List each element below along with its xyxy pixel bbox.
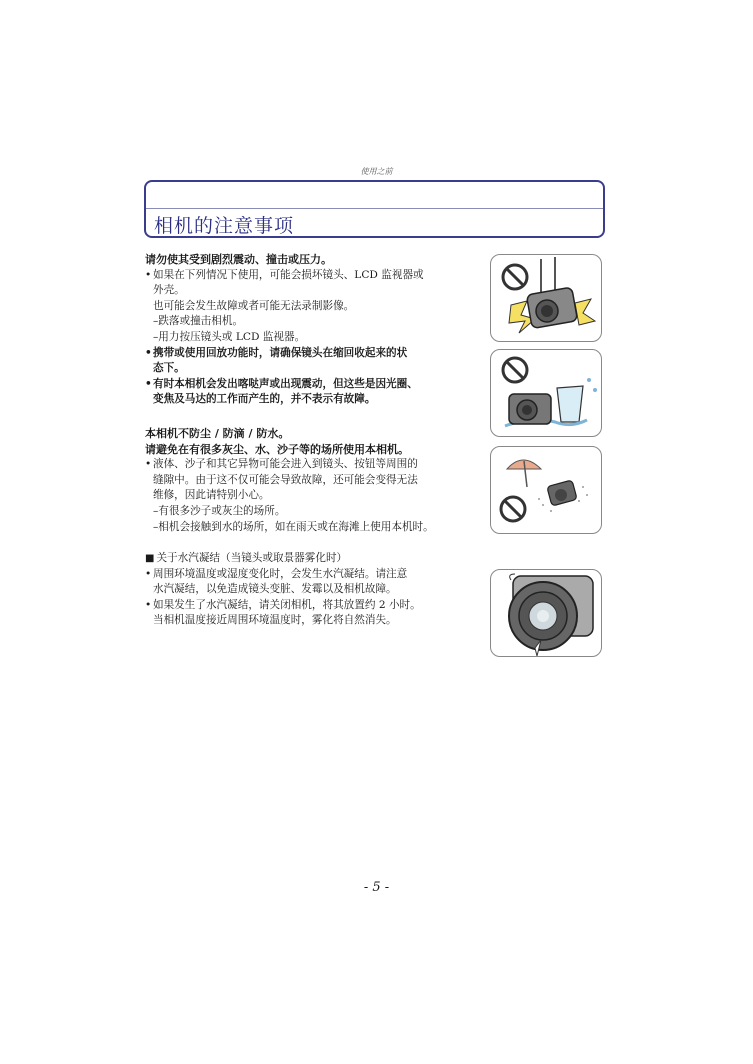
bullet-item	[145, 457, 483, 504]
bullet-line: 维修，因此请特别小心。	[153, 489, 270, 502]
bullet-line: 缝隙中。由于这不仅可能会导致故障，还可能会变得无法	[153, 473, 418, 486]
dash-item: –跌落或撞击相机。	[153, 315, 244, 328]
bullet-line: 有时本相机会发出喀哒声或出现震动，但这些是因光圈、	[153, 377, 418, 390]
spacer	[145, 535, 483, 551]
bullet-line: 变焦及马达的工作而产生的，并不表示有故障。	[153, 393, 376, 406]
bullet-line: 如果在下列情况下使用，可能会损坏镜头、LCD 监视器或	[153, 268, 424, 281]
dash-item: –相机会接触到水的场所，如在雨天或在海滩上使用本机时。	[153, 520, 434, 533]
fogged-lens-drawing	[491, 570, 602, 657]
bullet-dot: •	[145, 268, 152, 281]
spacer	[145, 408, 483, 426]
bullet-dot: •	[145, 598, 152, 611]
dropped-camera-drawing	[491, 255, 602, 342]
bullet-line: 液体、沙子和其它异物可能会进入到镜头、按钮等周围的	[153, 458, 418, 471]
illustration-beach	[490, 446, 602, 534]
main-content	[145, 252, 483, 629]
dash-item: –有很多沙子或灰尘的场所。	[153, 504, 286, 517]
cup-icon	[557, 386, 583, 422]
bullet-item	[145, 268, 483, 299]
section-shock	[145, 252, 483, 408]
square-marker: ■	[145, 553, 155, 565]
page-number: - 5 -	[363, 880, 390, 895]
section-dust-water	[145, 426, 483, 535]
section-heading: 请避免在有很多灰尘、水、沙子等的场所使用本相机。	[145, 442, 409, 456]
page-title: 相机的注意事项	[154, 215, 295, 237]
beach-drawing	[491, 447, 602, 534]
illustration-dropped-camera	[490, 254, 602, 342]
bullet-line: 周围环境温度或湿度变化时，会发生水汽凝结。请注意	[153, 567, 408, 580]
bullet-line: 外壳。	[153, 284, 185, 297]
bullet-dot: •	[145, 458, 152, 471]
section-heading: 本相机不防尘 / 防滴 / 防水。	[145, 426, 290, 440]
running-head: 使用之前	[360, 167, 393, 176]
section-heading	[145, 551, 483, 567]
illustration-fogged-lens	[490, 569, 602, 657]
section-heading-text: 关于水汽凝结（当镜头或取景器雾化时）	[156, 552, 348, 565]
bullet-item	[145, 346, 483, 377]
bullet-line: 如果发生了水汽凝结，请关闭相机，将其放置约 2 小时。	[153, 598, 421, 611]
illustration-spilled-drink	[490, 349, 602, 437]
bullet-line: 当相机温度接近周围环境温度时，雾化将自然消失。	[153, 614, 397, 627]
bullet-line: 携带或使用回放功能时，请确保镜头在缩回收起来的状	[153, 346, 408, 359]
section-condensation	[145, 551, 483, 629]
bullet-line: 态下。	[153, 362, 185, 375]
bullet-item	[145, 598, 483, 629]
bullet-item	[145, 567, 483, 598]
title-divider	[146, 208, 603, 209]
bullet-dot: •	[145, 377, 152, 390]
title-box	[144, 180, 605, 238]
note-text: 也可能会发生故障或者可能无法录制影像。	[153, 299, 355, 312]
bullet-dot: •	[145, 346, 152, 359]
bullet-item	[145, 377, 483, 408]
section-heading: 请勿使其受到剧烈震动、撞击或压力。	[145, 253, 332, 266]
bullet-line: 水汽凝结，以免造成镜头变脏、发霉以及相机故障。	[153, 583, 397, 596]
dash-item: –用力按压镜头或 LCD 监视器。	[153, 330, 306, 343]
bullet-dot: •	[145, 567, 152, 580]
spilled-drink-drawing	[491, 350, 602, 437]
